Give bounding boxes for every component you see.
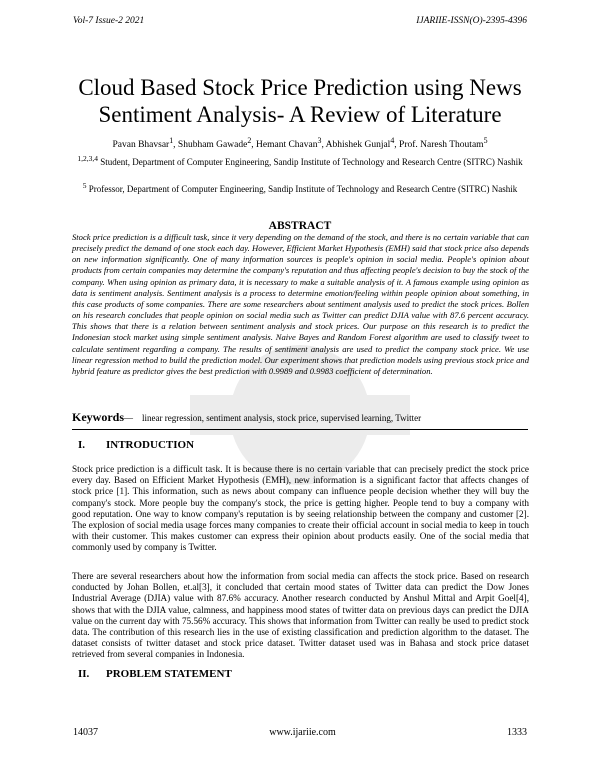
author: Shubham Gawade$^2$	[177, 136, 252, 151]
keywords-line	[72, 410, 532, 425]
affiliation-professor: $^5$ Professor, Department of Computer Engineering, Sandip Institute of Technology and Research Centre (SITRC) Nashik	[82, 181, 518, 194]
footer-page-number: 1333	[507, 727, 527, 738]
keywords-separator: —	[124, 413, 133, 423]
divider	[72, 429, 528, 430]
author: Hemant Chavan$^3$	[256, 136, 322, 151]
page-footer	[73, 727, 527, 738]
keywords-text: linear regression, sentiment analysis, stock price, supervised learning, Twitter	[142, 413, 422, 423]
author: Pavan Bhavsar$^1$	[112, 136, 174, 151]
section-number: I.	[78, 439, 86, 451]
header-volume: Vol-7 Issue-2 2021	[73, 16, 145, 26]
header-issn: IJARIIE-ISSN(O)-2395-4396	[416, 16, 527, 26]
affiliation-students: $^{1,2,3,4}$ Student, Department of Computer Engineering, Sandip Institute of Technology and Research Centre (SITRC) Nashik	[77, 154, 523, 167]
keywords-label: Keywords	[72, 410, 124, 424]
author: Prof. Naresh Thoutam$^5$	[399, 136, 488, 151]
section-heading-problem-statement	[78, 668, 232, 680]
section-number: II.	[78, 668, 90, 680]
section-title: PROBLEM STATEMENT	[106, 668, 232, 680]
paper-title: Cloud Based Stock Price Prediction using News Sentiment Analysis- A Review of Literature	[78, 75, 522, 127]
paragraph: There are several researchers about how the information from social media can affects the stock price. Based on research conducted by Johan Bollen, et.al[3], it concluded that certain mood states of Twitter data can predict the Dow Jones Industrial Average (DJIA) value with 87.6% accuracy. Another research conducted by Anshul Mittal and Arpit Goel[4], shows that with the DJIA value, calmness, and happiness mood states of twitter data on previous days can predict the DJIA value on the current day with 75.56% accuracy. This shows that information from Twitter can really be used to predict stock data. The contribution of this research lies in the use of existing classification and prediction algorithm to the dataset. The dataset consists of twitter dataset and stock price dataset. Twitter dataset used was in Bahasa and stock price dataset retrieved from several companies in Indonesia.	[72, 571, 529, 660]
footer-website: www.ijariie.com	[269, 727, 336, 738]
section-heading-introduction	[78, 439, 194, 451]
running-header	[73, 16, 527, 26]
paragraph: Stock price prediction is a difficult task. It is because there is no certain variable that can precisely predict the stock price every day. Based on Efficient Market Hypothesis (EMH), new information is a significant factor that affects changes of stock price [1]. This information, such as news about company can influence people decision whether they will buy the company's stock. More people buy the company's stock, the price is getting higher. People tend to buy a company with good reputation. One way to know company's reputation is by seeing relationship between the company and customer [2]. The explosion of social media usage forces many companies to create their official account in social media to keep in touch with their customer. This makes customer can express their opinion about products easily. One of the social media that commonly used by company is Twitter.	[72, 464, 529, 553]
author: Abhishek Gunjal$^4$	[325, 136, 395, 151]
abstract-text: Stock price prediction is a difficult task, since it very depending on the demand of the stock, and there is no certain variable that can precisely predict the demand of one stock each day. However, Efficient Market Hypothesis (EMH) said that stock price also depends on new information significantly. One of many information sources is people's opinion in social media. People's opinion about products from certain companies may determine the company's reputation and thus affecting people's decision to buy the stock of the company. When using opinion as primary data, it is necessary to make a suitable analysis of it. A famous example using opinion as data is sentiment analysis. Sentiment analysis is a process to determine emotion/feeling within people opinion about something, in this case products of some companies. There are some researchers about sentiment analysis used to predict the stock prices. Bollen on his research concludes that people opinion on social media such as Twitter can predict DJIA value with 87.6 percent accuracy. This shows that there is a relation between sentiment analysis and stock prices. Our purpose on this research is to predict the Indonesian stock market using simple sentiment analysis. Naive Bayes and Random Forest algorithm are used to classify tweet to calculate sentiment regarding a company. The results of sentiment analysis are used to predict the company stock price. We use linear regression method to build the prediction model. Our experiment shows that prediction models using previous stock price and hybrid feature as predictor gives the best prediction with 0.9989 and 0.9983 coefficient of determination.	[72, 232, 529, 376]
abstract-heading: ABSTRACT	[268, 220, 332, 232]
footer-paper-id: 14037	[73, 727, 98, 738]
author-list: Pavan Bhavsar$^1$, Shubham Gawade$^2$, Hemant Chavan$^3$, Abhishek Gunjal$^4$, Prof. Naresh Thoutam$^5$	[112, 136, 488, 151]
section-title: INTRODUCTION	[106, 439, 195, 451]
